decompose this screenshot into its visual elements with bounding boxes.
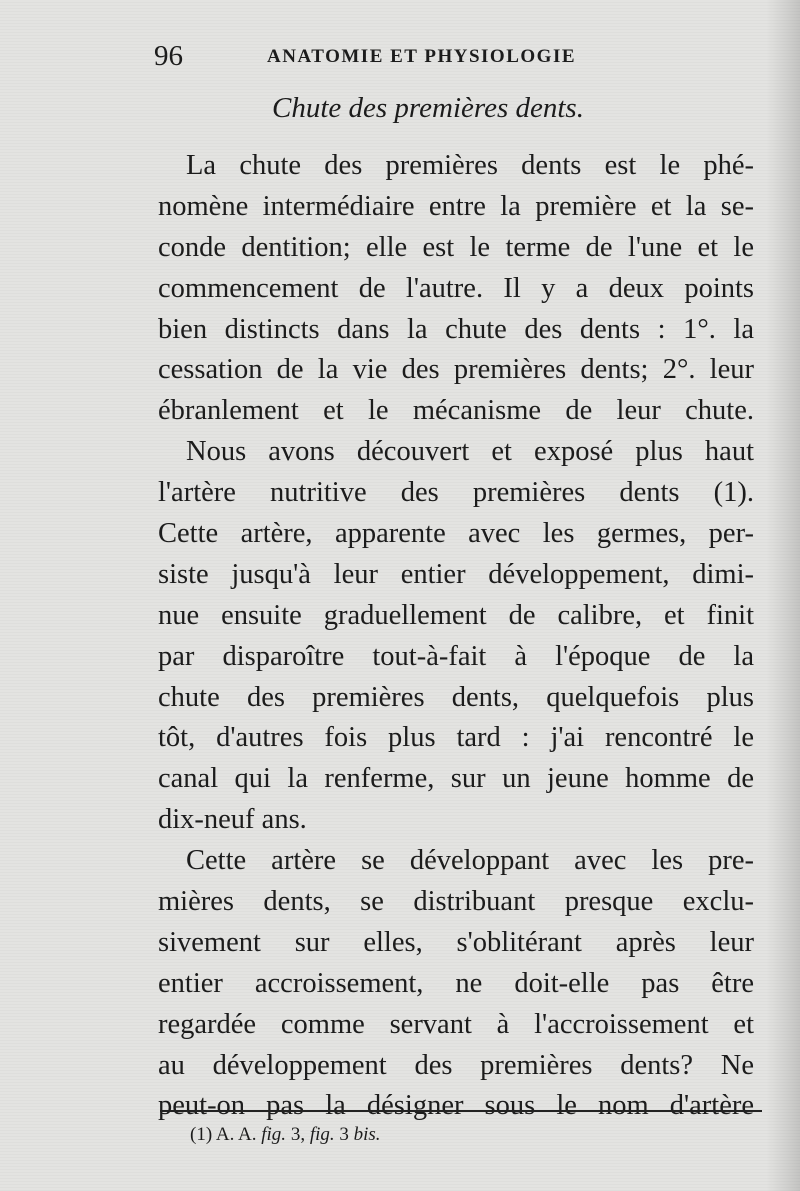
text-line: commencement de l'autre. Il y a deux points: [158, 272, 754, 304]
footnote-fig-ref: fig.: [261, 1124, 287, 1145]
footnote-rule: [160, 1110, 762, 1112]
text-line: chute des premières dents, quelquefois plus: [158, 681, 754, 713]
text-line: La chute des premières dents est le phé-: [186, 150, 754, 181]
footnote-fig-number: 3,: [290, 1124, 306, 1145]
text-line: siste jusqu'à leur entier développement, dimi-: [158, 558, 754, 590]
text-line: bien distincts dans la chute des dents : 1°. la: [158, 313, 754, 345]
text-line: nomène intermédiaire entre la première et la se-: [158, 190, 754, 222]
text-line: ébranlement et le mécanisme de leur chute.: [158, 395, 754, 427]
footnote-fig-ref: fig.: [309, 1124, 335, 1145]
page-header: [154, 40, 754, 76]
text-line: peut-on pas la désigner sous le nom d'artère: [158, 1090, 754, 1122]
text-line: l'artère nutritive des premières dents (1).: [158, 477, 754, 509]
footnote-marker: (1) A. A.: [190, 1124, 257, 1145]
text-line: au développement des premières dents? Ne: [158, 1049, 754, 1081]
text-line: Nous avons découvert et exposé plus haut: [186, 436, 754, 468]
text-line: Cette artère se développant avec les pre-: [186, 845, 754, 877]
text-line: entier accroissement, ne doit-elle pas être: [158, 967, 754, 999]
footnote-suffix: bis.: [353, 1124, 381, 1145]
text-line: canal qui la renferme, sur un jeune homme de: [158, 763, 754, 795]
text-line: dix-neuf ans.: [158, 804, 307, 836]
text-line: conde dentition; elle est le terme de l'une et le: [158, 231, 754, 263]
text-line: mières dents, se distribuant presque exclu-: [158, 886, 754, 918]
running-head: ANATOMIE ET PHYSIOLOGIE: [267, 46, 577, 67]
text-line: tôt, d'autres fois plus tard : j'ai rencontré le: [158, 722, 754, 754]
text-line: cessation de la vie des premières dents; 2°. leur: [158, 354, 754, 386]
text-line: regardée comme servant à l'accroissement et: [158, 1008, 754, 1040]
body-text: [158, 146, 754, 1127]
text-line: par disparoître tout-à-fait à l'époque de la: [158, 640, 754, 672]
footnote-fig-number: 3: [339, 1124, 349, 1145]
text-line: Cette artère, apparente avec les germes, per-: [158, 518, 754, 550]
page-number: 96: [154, 40, 183, 72]
section-title: Chute des premières dents.: [272, 92, 584, 124]
footnote: [190, 1124, 381, 1146]
text-line: sivement sur elles, s'oblitérant après leur: [158, 926, 754, 958]
text-line: nue ensuite graduellement de calibre, et finit: [158, 599, 754, 631]
page-edge-shadow: [766, 0, 800, 1191]
